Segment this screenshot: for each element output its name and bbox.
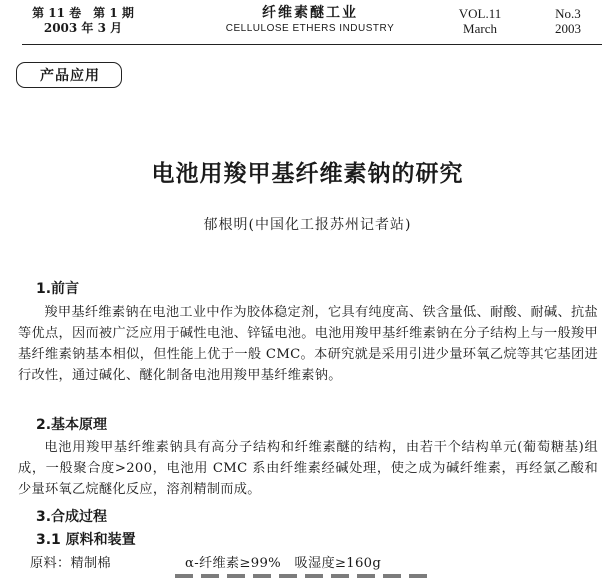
heading-introduction: 1.前言	[36, 281, 80, 297]
paragraph-introduction: 羧甲基纤维素钠在电池工业中作为胶体稳定剂，它具有纯度高、铁含量低、耐酸、耐碱、抗盐等优点，因而被广泛应用于碱性电池、锌锰电池。电池用羧甲基纤维素钠在分子结构上与一般羧甲基纤维素钠基本相似，但性能上优于一般 CMC。本研究就是采用引进少量环氧乙烷等其它基团进行改性，通过碱化、醚化制备电池用羧甲基纤维素钠。	[18, 305, 598, 383]
heading-materials: 3.1 原料和装置	[36, 532, 136, 548]
journal-name-block	[210, 6, 410, 36]
number-year-block	[538, 6, 598, 36]
article-title: 电池用羧甲基纤维素钠的研究	[151, 161, 464, 187]
number-en: No.3	[555, 6, 581, 21]
material-spec: α-纤维素≥99% 吸湿度≥160g	[185, 556, 382, 571]
volume-issue-block	[28, 6, 138, 36]
volume-en: VOL.11	[458, 6, 502, 21]
heading-principle: 2.基本原理	[36, 417, 108, 433]
month-en: March	[463, 21, 497, 36]
paragraph-principle: 电池用羧甲基纤维素钠具有高分子结构和纤维素醚的结构，由若干个结构单元(葡萄糖基)组成，一般聚合度>200，电池用 CMC 系由纤维素经碱处理，使之成为碱纤维素，再经氯乙酸和少量环氧乙烷醚化反应，溶剂精制而成。	[18, 440, 598, 497]
journal-name-cn: 纤维素醚工业	[262, 5, 358, 21]
year-en: 2003	[555, 21, 581, 36]
cropped-text-line	[175, 574, 435, 578]
material-label: 原料：精制棉	[30, 556, 111, 571]
heading-synthesis: 3.合成过程	[36, 509, 108, 525]
section-tag-label: 产品应用	[40, 68, 100, 84]
section-tag	[16, 62, 124, 90]
date-cn: 2003 年 3 月	[43, 21, 123, 35]
header-rule	[22, 44, 602, 45]
journal-header	[0, 0, 615, 46]
volume-issue-cn: 第 11 卷 第 1 期	[32, 6, 134, 20]
journal-name-en: CELLULOSE ETHERS INDUSTRY	[225, 23, 395, 34]
article-author: 郁根明(中国化工报苏州记者站)	[203, 217, 412, 233]
volume-month-block	[445, 6, 515, 36]
